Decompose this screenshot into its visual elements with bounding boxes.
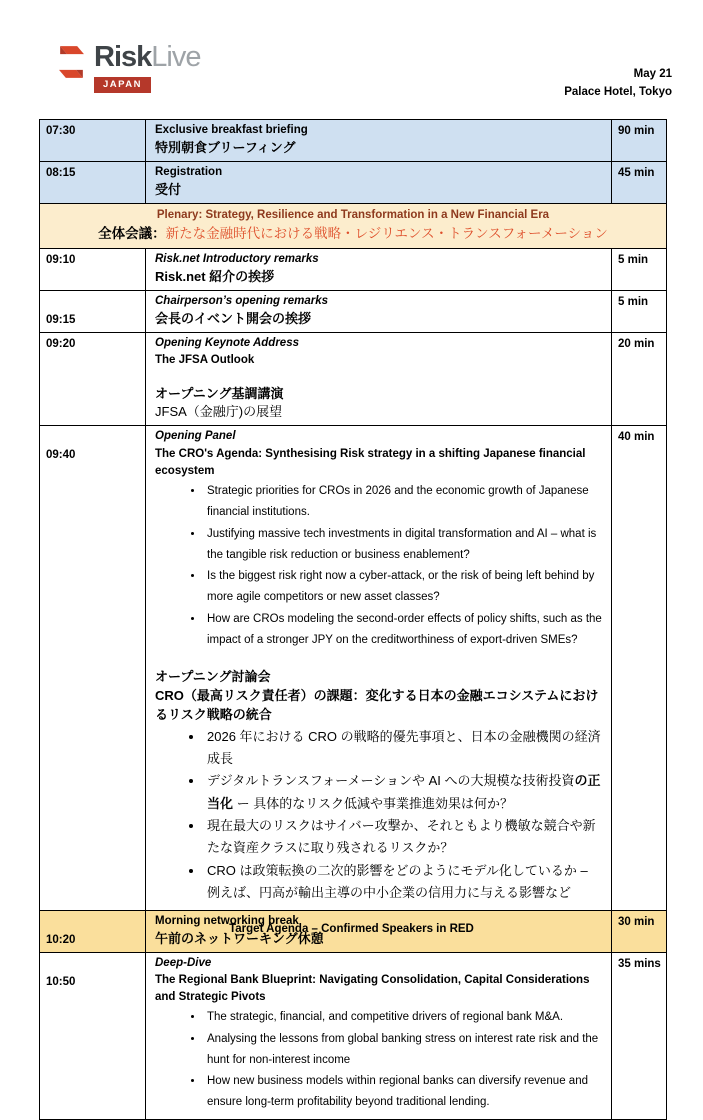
session-duration: 5 min xyxy=(618,253,649,266)
session-duration: 90 min xyxy=(618,125,655,137)
session-duration: 20 min xyxy=(618,338,655,351)
bullet-item: • Is the biggest risk right now a cyber-attack, or the risk of being left behind by more agile competitors or new asset classes? xyxy=(204,566,602,609)
event-date: May 21 xyxy=(633,68,672,80)
plenary-title-jp xyxy=(52,225,654,244)
session-line: Deep-Dive xyxy=(155,956,212,969)
session-line: CRO（最高リスク責任者）の課題：変化する日本の金融エコシステムにおけるリスク戦略の統合 xyxy=(155,687,599,722)
event-venue: Palace Hotel, Tokyo xyxy=(564,85,672,98)
event-date-location xyxy=(564,66,672,102)
agenda-table xyxy=(39,119,667,1120)
session-content xyxy=(146,291,612,332)
risklive-logo xyxy=(56,42,200,93)
session-line: 午前のネットワーキング休憩 xyxy=(155,930,324,946)
session-time: 08:15 xyxy=(40,162,146,203)
bullet-list xyxy=(155,1007,602,1113)
session-line: Chairperson’s opening remarks xyxy=(155,294,328,307)
session-content xyxy=(146,953,612,1119)
session-line: Opening Keynote Address xyxy=(155,337,299,350)
agenda-row xyxy=(40,161,666,203)
session-content xyxy=(146,249,612,290)
session-duration: 30 min xyxy=(618,915,655,928)
session-time: 09:10 xyxy=(40,249,146,290)
plenary-title-en: Plenary: Strategy, Resilience and Transformation in a New Financial Era xyxy=(156,209,550,222)
bullet-item: • The strategic, financial, and competitive drivers of regional bank M&A. xyxy=(204,1007,602,1028)
footer-note: Target Agenda – Confirmed Speakers in RED xyxy=(229,923,474,935)
plenary-jp-text: 新たな金融時代における戦略・レジリエンス・トランスフォーメーション xyxy=(165,226,608,241)
session-line: Morning networking break xyxy=(155,914,299,927)
session-time: 09:40 xyxy=(40,426,146,909)
session-line: Opening Panel xyxy=(155,430,236,443)
bullet-item: • Strategic priorities for CROs in 2026 and the economic growth of Japanese financial institutions. xyxy=(204,481,602,524)
session-line: Risk.net 紹介の挨拶 xyxy=(155,269,275,285)
agenda-row xyxy=(40,290,666,332)
agenda-row xyxy=(40,952,666,1119)
session-line: オープニング討論会 xyxy=(155,669,271,685)
line-spacer xyxy=(155,370,602,385)
session-duration: 45 min xyxy=(618,167,655,180)
session-line: 受付 xyxy=(155,182,182,198)
agenda-row xyxy=(40,425,666,909)
logo-text-block xyxy=(94,42,200,93)
session-time: 10:50 xyxy=(40,953,146,1119)
session-duration: 40 min xyxy=(618,431,655,444)
brand-wordmark xyxy=(94,42,200,74)
session-time: 10:20 xyxy=(40,911,146,952)
session-line: Registration xyxy=(155,166,223,179)
line-spacer xyxy=(155,653,602,668)
bullet-item: • 現在最大のリスクはサイバー攻撃か、それともより機敏な競合や新たな資産クラスに取り残されるリスクか？ xyxy=(204,815,602,860)
session-line: The Regional Bank Blueprint: Navigating Consolidation, Capital Considerations and Strategic Pivots xyxy=(155,973,590,1004)
bullet-list xyxy=(155,481,602,651)
bullet-item: • デジタルトランスフォーメーションや AI への大規模な技術投資の正当化 ー 具体的なリスク低減や事業推進効果は何か？ xyxy=(204,770,602,815)
session-line: JFSA（金融庁)の展望 xyxy=(155,404,283,420)
bullet-item: • Analysing the lessons from global banking stress on interest rate risk and the hunt for non-interest income xyxy=(204,1029,602,1072)
session-line: オープニング基調講演 xyxy=(155,385,284,401)
session-content xyxy=(146,333,612,425)
session-content xyxy=(146,426,612,909)
session-content xyxy=(146,120,612,161)
japan-badge: JAPAN xyxy=(94,77,151,93)
brand-live-text: Live xyxy=(151,41,201,73)
session-content xyxy=(146,162,612,203)
session-line: 特別朝食ブリーフィング xyxy=(155,140,296,156)
session-line: 会長のイベント開会の挨拶 xyxy=(155,311,312,327)
session-time: 09:20 xyxy=(40,333,146,425)
bullet-item: • CRO は政策転換の二次的影響をどのようにモデル化しているか – 例えば、円高が輸出主導の中小企業の信用力に与える影響など xyxy=(204,860,602,905)
agenda-row xyxy=(40,332,666,425)
agenda-row xyxy=(40,120,666,161)
plenary-jp-prefix: 全体会議： xyxy=(98,226,166,241)
plenary-banner xyxy=(40,204,666,248)
bullet-list xyxy=(155,726,602,905)
agenda-row xyxy=(40,248,666,290)
brand-risk-text: Risk xyxy=(94,41,152,73)
session-line: Exclusive breakfast briefing xyxy=(155,124,308,136)
session-line: The JFSA Outlook xyxy=(155,354,255,367)
risklive-chevron-icon xyxy=(56,45,87,79)
bullet-item: • How new business models within regional banks can diversify revenue and ensure long-term profitability beyond traditional lending. xyxy=(204,1071,602,1114)
session-time: 07:30 xyxy=(40,120,146,161)
session-duration: 35 mins xyxy=(618,957,661,970)
bullet-item: • 2026 年における CRO の戦略的優先事項と、日本の金融機関の経済成長 xyxy=(204,726,602,771)
session-line: The CRO's Agenda: Synthesising Risk strategy in a shifting Japanese financial ecosystem xyxy=(155,447,586,477)
session-duration: 5 min xyxy=(618,295,649,308)
bullet-item: • How are CROs modeling the second-order effects of policy shifts, such as the impact of a stronger JPY on the creditworthiness of export-driven SMEs? xyxy=(204,609,602,652)
session-line: Risk.net Introductory remarks xyxy=(155,252,319,265)
session-time: 09:15 xyxy=(40,291,146,332)
bullet-item: • Justifying massive tech investments in digital transformation and AI – what is the tangible risk reduction or business enablement? xyxy=(204,524,602,567)
plenary-banner-row xyxy=(40,203,666,248)
